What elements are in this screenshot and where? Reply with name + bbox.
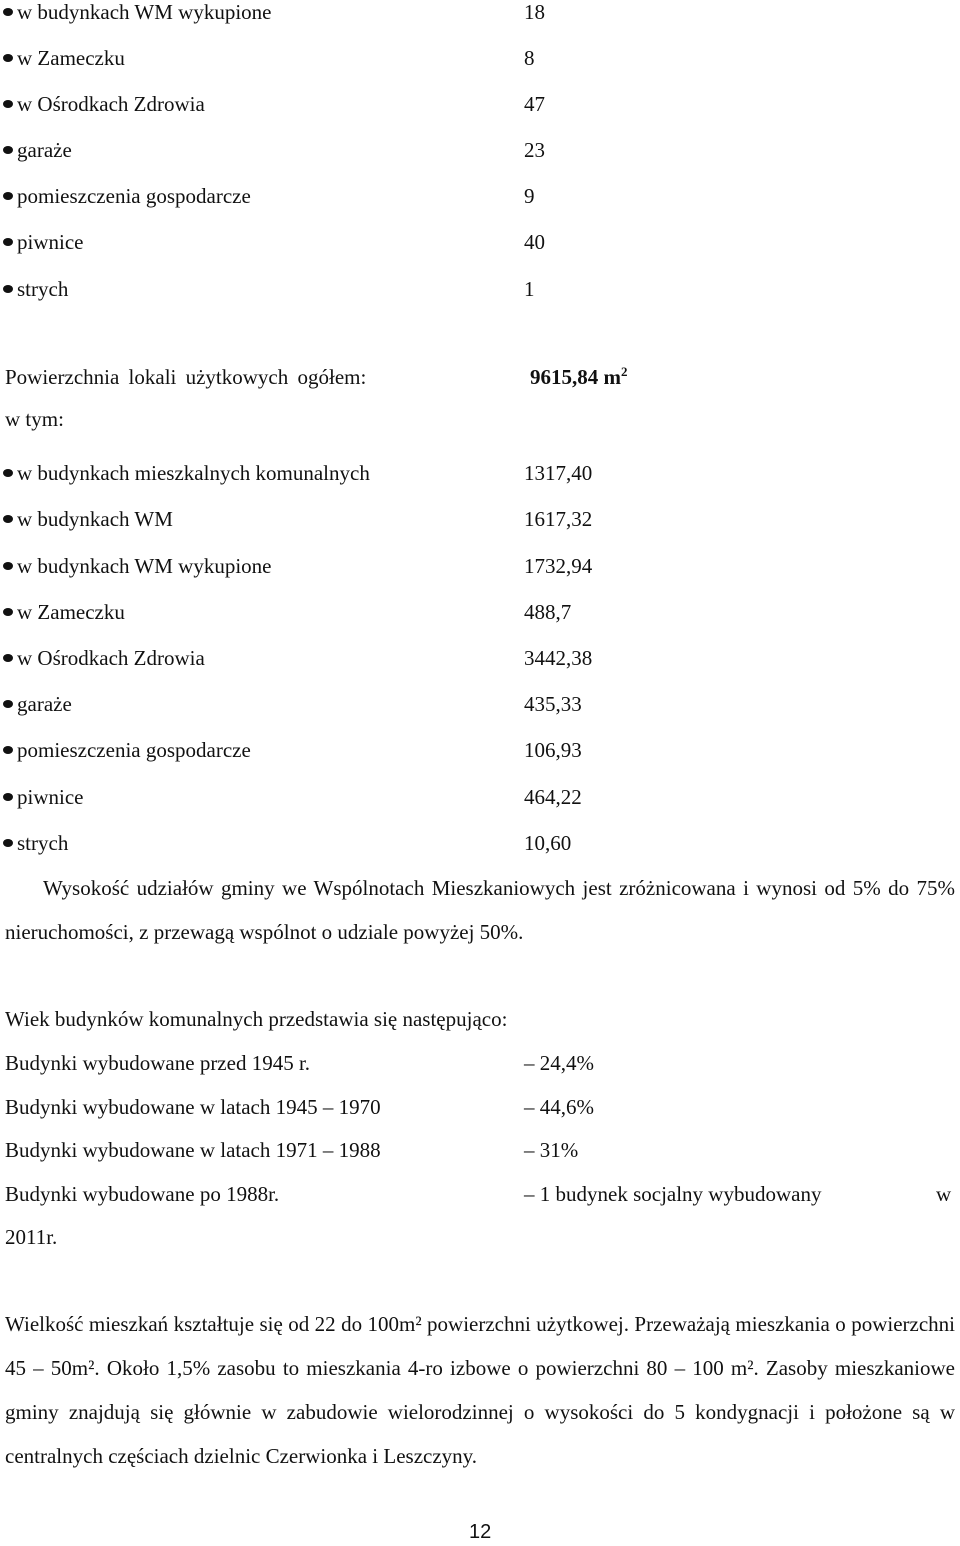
bullet-icon bbox=[3, 746, 13, 754]
bullet-icon bbox=[3, 793, 13, 801]
bullet-icon bbox=[3, 654, 13, 662]
list-item-value: 435,33 bbox=[524, 692, 582, 716]
bullet-icon bbox=[3, 238, 13, 246]
list-item-value: 1732,94 bbox=[524, 554, 593, 578]
list-item-label: strych bbox=[17, 277, 69, 301]
shares-paragraph: Wysokość udziałów gminy we Wspólnotach Mieszkaniowych jest zróżnicowana i wynosi od 5% do 75% nieruchomości, z przewagą wspólnot o udziale powyżej 50%. bbox=[5, 876, 955, 944]
bullet-icon bbox=[3, 54, 13, 62]
list-item-label: garaże bbox=[17, 692, 72, 716]
list-item-value: 1617,32 bbox=[524, 507, 593, 531]
list-item bbox=[0, 736, 960, 764]
age-row-value: – 31% bbox=[524, 1138, 579, 1162]
list-item bbox=[0, 182, 960, 210]
list-item-label: piwnice bbox=[17, 230, 84, 254]
list-item bbox=[0, 783, 960, 811]
age-row-label: Budynki wybudowane w latach 1945 – 1970 bbox=[5, 1095, 381, 1119]
list-item bbox=[0, 275, 960, 303]
list-item-label: w budynkach WM wykupione bbox=[17, 554, 272, 578]
list-item-label: w Ośrodkach Zdrowia bbox=[17, 92, 205, 116]
bullet-icon bbox=[3, 562, 13, 570]
bullet-icon bbox=[3, 100, 13, 108]
bullet-icon bbox=[3, 8, 13, 16]
bullet-icon bbox=[3, 285, 13, 293]
area-total-label: Powierzchnia lokali użytkowych ogółem: bbox=[5, 365, 367, 389]
list-item bbox=[0, 505, 960, 533]
age-row-label: Budynki wybudowane przed 1945 r. bbox=[5, 1051, 311, 1075]
list-item bbox=[0, 459, 960, 487]
list-item-label: w budynkach mieszkalnych komunalnych bbox=[17, 461, 370, 485]
list-item-label: w budynkach WM wykupione bbox=[17, 0, 272, 24]
age-row-value: – 24,4% bbox=[524, 1051, 594, 1075]
list-item-label: w budynkach WM bbox=[17, 507, 173, 531]
bullet-icon bbox=[3, 469, 13, 477]
list-item-label: piwnice bbox=[17, 785, 84, 809]
list-item-value: 106,93 bbox=[524, 738, 582, 762]
list-item bbox=[0, 136, 960, 164]
bullet-icon bbox=[3, 192, 13, 200]
bullet-icon bbox=[3, 515, 13, 523]
list-item-label: w Zameczku bbox=[17, 46, 125, 70]
list-item bbox=[0, 552, 960, 580]
list-item bbox=[0, 829, 960, 857]
list-item-value: 488,7 bbox=[524, 600, 572, 624]
list-item bbox=[0, 90, 960, 118]
list-item bbox=[0, 690, 960, 718]
age-row-label: Budynki wybudowane po 1988r. bbox=[5, 1182, 280, 1206]
list-item-value: 9 bbox=[524, 184, 535, 208]
page-number: 12 bbox=[469, 1521, 492, 1543]
list-item-value: 47 bbox=[524, 92, 545, 116]
age-row-continuation: 2011r. bbox=[5, 1225, 58, 1249]
list-item-value: 1317,40 bbox=[524, 461, 593, 485]
list-item-value: 8 bbox=[524, 46, 535, 70]
list-item-value: 1 bbox=[524, 277, 535, 301]
list-item-value: 40 bbox=[524, 230, 545, 254]
age-intro: Wiek budynków komunalnych przedstawia się następująco: bbox=[5, 1007, 508, 1031]
age-row-tail: w bbox=[936, 1182, 952, 1206]
age-row-label: Budynki wybudowane w latach 1971 – 1988 bbox=[5, 1138, 381, 1162]
list-item-label: strych bbox=[17, 831, 69, 855]
area-total-value: 9615,84 $m^2$ bbox=[530, 364, 628, 389]
list-item-value: 3442,38 bbox=[524, 646, 593, 670]
list-item-label: pomieszczenia gospodarcze bbox=[17, 184, 251, 208]
list-item-value: 23 bbox=[524, 138, 545, 162]
list-item bbox=[0, 0, 960, 26]
bullet-icon bbox=[3, 700, 13, 708]
bullet-icon bbox=[3, 146, 13, 154]
list-item-value: 464,22 bbox=[524, 785, 582, 809]
list-item-label: pomieszczenia gospodarcze bbox=[17, 738, 251, 762]
list-item-label: w Ośrodkach Zdrowia bbox=[17, 646, 205, 670]
area-sublabel: w tym: bbox=[5, 407, 64, 431]
list-item bbox=[0, 228, 960, 256]
list-item-label: garaże bbox=[17, 138, 72, 162]
age-row-value: – 1 budynek socjalny wybudowany bbox=[524, 1182, 822, 1206]
list-item-value: 18 bbox=[524, 0, 545, 24]
age-row-value: – 44,6% bbox=[524, 1095, 594, 1119]
list-item bbox=[0, 44, 960, 72]
bullet-icon bbox=[3, 608, 13, 616]
bullet-icon bbox=[3, 839, 13, 847]
apartment-size-paragraph: Wielkość mieszkań kształtuje się od 22 do 100m² powierzchni użytkowej. Przeważają mieszkania o powierzchni 45 – 50m². Około 1,5% zasobu to mieszkania 4-ro izbowe o powierzchni 80 – 100 m². Zasoby mieszkaniowe gminy znajdują się głównie w zabudowie wielorodzinnej o wysokości do 5 kondygnacji i położone są w centralnych częściach dzielnic Czerwionka i Leszczyny. bbox=[5, 1312, 955, 1468]
list-item bbox=[0, 644, 960, 672]
list-item-label: w Zameczku bbox=[17, 600, 125, 624]
list-item bbox=[0, 598, 960, 626]
list-item-value: 10,60 bbox=[524, 831, 572, 855]
